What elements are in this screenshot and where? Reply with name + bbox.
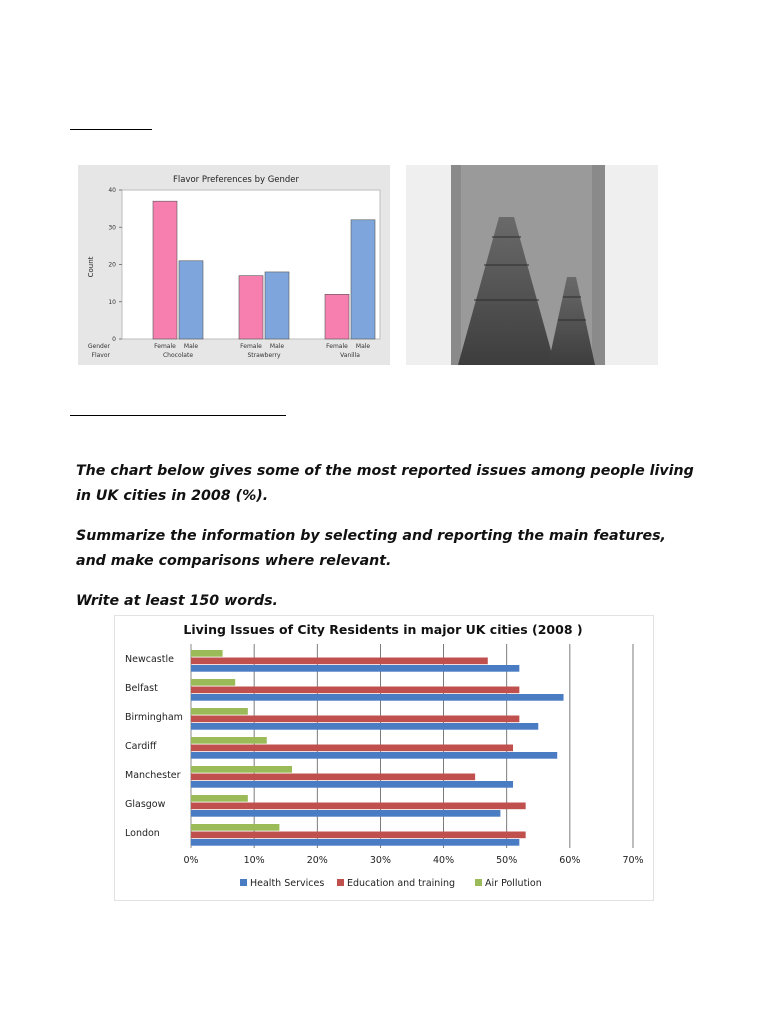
flavor-gender-tick-label: Male (355, 343, 371, 350)
bar-health-services (191, 665, 519, 672)
flavor-bar-chocolate-female (153, 201, 177, 339)
flavor-gender-tick-label: Female (154, 343, 176, 350)
flavor-category-tick-label: Vanilla (340, 352, 360, 359)
bar-air-pollution (191, 650, 223, 657)
bar-air-pollution (191, 824, 279, 831)
flavor-bar-chocolate-male (179, 261, 203, 339)
flavor-chart-title: Flavor Preferences by Gender (172, 175, 300, 185)
x-tick-label: 50% (496, 855, 518, 866)
flavor-bar-strawberry-female (239, 276, 263, 339)
bar-air-pollution (191, 708, 248, 715)
bar-air-pollution (191, 795, 248, 802)
x-tick-label: 20% (306, 855, 328, 866)
living-issues-chart-figure (115, 616, 653, 900)
city-label: Glasgow (125, 799, 166, 810)
bar-education-and-training (191, 803, 526, 810)
bar-education-and-training (191, 716, 519, 723)
x-tick-label: 10% (243, 855, 265, 866)
flavor-row-label-gender: Gender (87, 343, 110, 350)
bar-health-services (191, 723, 538, 730)
x-tick-label: 70% (622, 855, 644, 866)
word-count-instruction: Write at least 150 words. (76, 593, 278, 609)
flavor-bar-strawberry-male (265, 272, 289, 339)
city-label: Belfast (125, 683, 158, 694)
tiered-diagram (406, 165, 658, 365)
flavor-bar-vanilla-male (351, 220, 375, 339)
flavor-y-tick-label: 40 (108, 187, 116, 194)
flavor-gender-tick-label: Female (326, 343, 348, 350)
flavor-gender-tick-label: Male (269, 343, 285, 350)
flavor-row-label-flavor: Flavor (91, 352, 110, 359)
bar-education-and-training (191, 687, 519, 694)
bar-health-services (191, 839, 519, 846)
living-issues-chart-title: Living Issues of City Residents in major UK cities (2008 ) (183, 622, 583, 637)
bar-health-services (191, 694, 564, 701)
tiered-diagram-figure (406, 165, 658, 365)
bar-air-pollution (191, 766, 292, 773)
city-label: London (125, 828, 160, 839)
city-label: Newcastle (125, 654, 174, 665)
legend-label: Education and training (347, 878, 456, 889)
city-label: Cardiff (125, 741, 157, 752)
flavor-bar-vanilla-female (325, 294, 349, 339)
top-short-rule (70, 129, 152, 130)
legend-swatch (240, 879, 247, 886)
bar-education-and-training (191, 745, 513, 752)
section-rule (70, 415, 286, 416)
flavor-gender-tick-label: Male (183, 343, 199, 350)
bar-education-and-training (191, 774, 475, 781)
flavor-y-tick-label: 10 (108, 298, 116, 306)
x-tick-label: 40% (433, 855, 455, 866)
x-tick-label: 0% (183, 855, 199, 866)
flavor-y-tick-label: 0 (112, 336, 116, 343)
task-description: The chart below gives some of the most reported issues among people living in UK cities in 2008 (%). (76, 463, 694, 504)
legend-label: Air Pollution (485, 878, 542, 889)
flavor-category-tick-label: Chocolate (162, 352, 194, 359)
flavor-chart-figure (78, 165, 390, 365)
city-label: Manchester (125, 770, 181, 781)
flavor-chart (78, 165, 390, 365)
x-tick-label: 60% (559, 855, 581, 866)
flavor-y-tick-label: 30 (108, 224, 116, 232)
x-tick-label: 30% (369, 855, 391, 866)
bar-health-services (191, 752, 557, 759)
legend-swatch (475, 879, 482, 886)
bar-air-pollution (191, 737, 267, 744)
task-instruction: Summarize the information by selecting and reporting the main features, and make comparisons where relevant. (76, 528, 666, 569)
bar-education-and-training (191, 658, 488, 665)
legend-label: Health Services (250, 878, 325, 889)
flavor-category-tick-label: Strawberry (247, 352, 281, 359)
bar-health-services (191, 781, 513, 788)
legend-swatch (337, 879, 344, 886)
bar-air-pollution (191, 679, 235, 686)
bar-education-and-training (191, 832, 526, 839)
city-label: Birmingham (125, 712, 183, 723)
diagram-left-scale (451, 165, 461, 365)
flavor-y-tick-label: 20 (108, 261, 116, 269)
flavor-gender-tick-label: Female (240, 343, 262, 350)
living-issues-chart (115, 616, 653, 900)
flavor-y-axis-label: Count (87, 256, 95, 278)
bar-health-services (191, 810, 500, 817)
diagram-right-scale (592, 165, 605, 365)
